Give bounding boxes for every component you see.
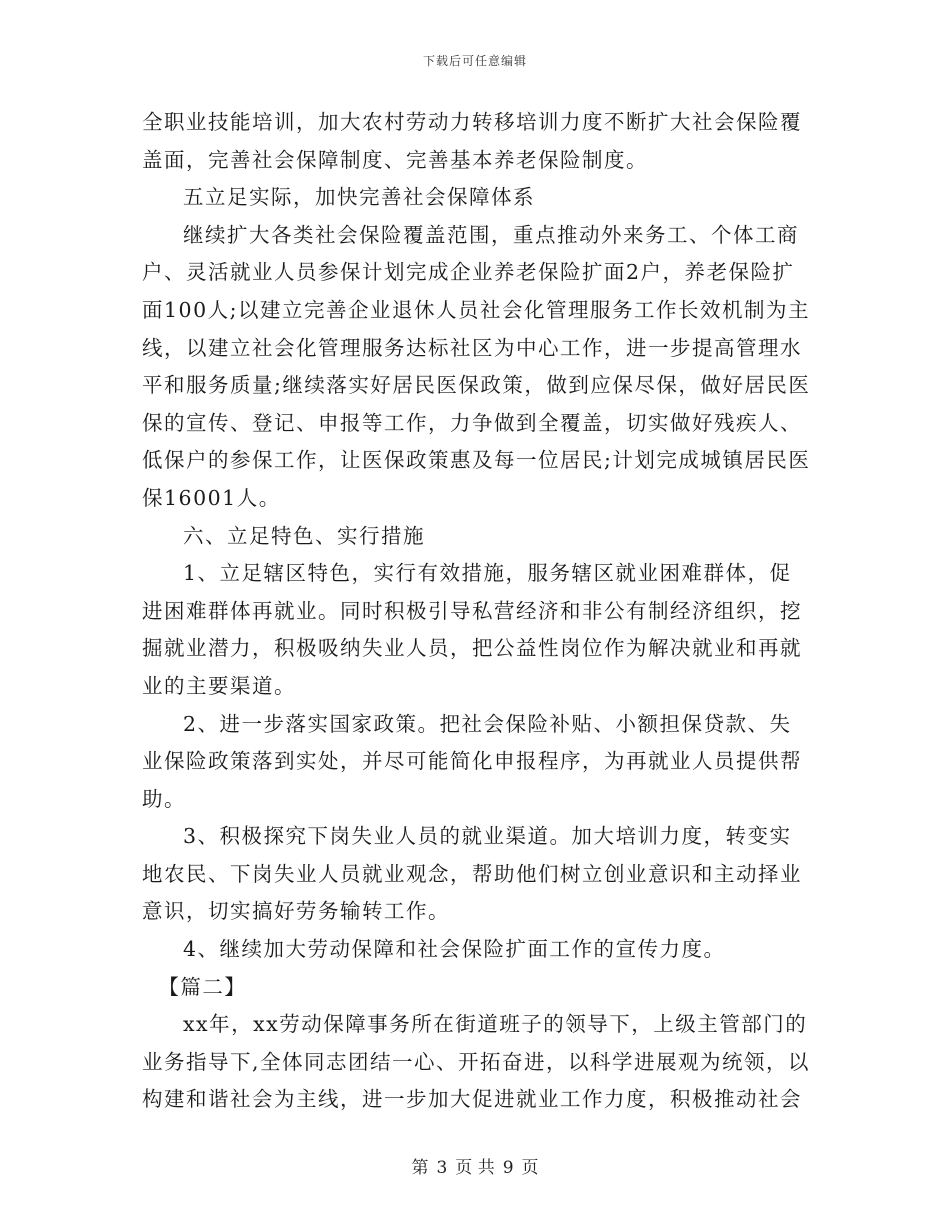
page-label-prefix: 第 — [411, 1158, 429, 1178]
paragraph-part-two-intro: xx年，xx劳动保障事务所在街道班子的领导下，上级主管部门的业务指导下,全体同志团结一心、开拓奋进，以科学进展观为统领，以构建和谐社会为主线，进一步加大促进就业工作力度，积极推动社会 — [142, 1012, 811, 1112]
part-two-heading: 【篇二】 — [158, 974, 247, 999]
section-heading-five: 五立足实际，加快完善社会保障体系 — [183, 185, 535, 210]
document-body — [142, 104, 812, 1119]
page-label-mid: 页 共 — [455, 1158, 495, 1178]
paragraph-social-insurance: 继续扩大各类社会保险覆盖范围，重点推动外来务工、个体工商户、灵活就业人员参保计划完成企业养老保险扩面2户，养老保险扩面100人;以建立完善企业退休人员社会化管理服务工作长效机制为主线，以建立社会化管理服务达标社区为中心工作，进一步提高管理水平和服务质量;继续落实好居民医保政策，做到应保尽保，做好居民医保的宣传、登记、申报等工作，力争做到全覆盖，切实做好残疾人、低保户的参保工作，让医保政策惠及每一位居民;计划完成城镇居民医保16001人。 — [142, 222, 811, 510]
list-item-1: 1、立足辖区特色，实行有效措施，服务辖区就业困难群体，促进困难群体再就业。同时积极引导私营经济和非公有制经济组织，挖掘就业潜力，积极吸纳失业人员，把公益性岗位作为解决就业和再就业的主要渠道。 — [142, 561, 802, 698]
list-item-3: 3、积极探究下岗失业人员的就业渠道。加大培训力度，转变实地农民、下岗失业人员就业观念，帮助他们树立创业意识和主动择业意识，切实搞好劳务输转工作。 — [142, 824, 802, 924]
paragraph-1: 全职业技能培训，加大农村劳动力转移培训力度不断扩大社会保险覆盖面，完善社会保障制度、完善基本养老保险制度。 — [142, 110, 802, 172]
total-pages: 9 — [502, 1158, 514, 1178]
list-item-4: 4、继续加大劳动保障和社会保险扩面工作的宣传力度。 — [183, 937, 726, 962]
page-label-suffix: 页 — [521, 1158, 539, 1178]
list-item-2: 2、进一步落实国家政策。把社会保险补贴、小额担保贷款、失业保险政策落到实处，并尽可能简化申报程序，为再就业人员提供帮助。 — [142, 711, 802, 811]
page-number: 3 — [436, 1158, 448, 1178]
section-heading-six: 六、立足特色、实行措施 — [183, 523, 425, 548]
page-header: 下载后可任意编辑 — [422, 54, 527, 68]
page-footer — [0, 1153, 950, 1178]
